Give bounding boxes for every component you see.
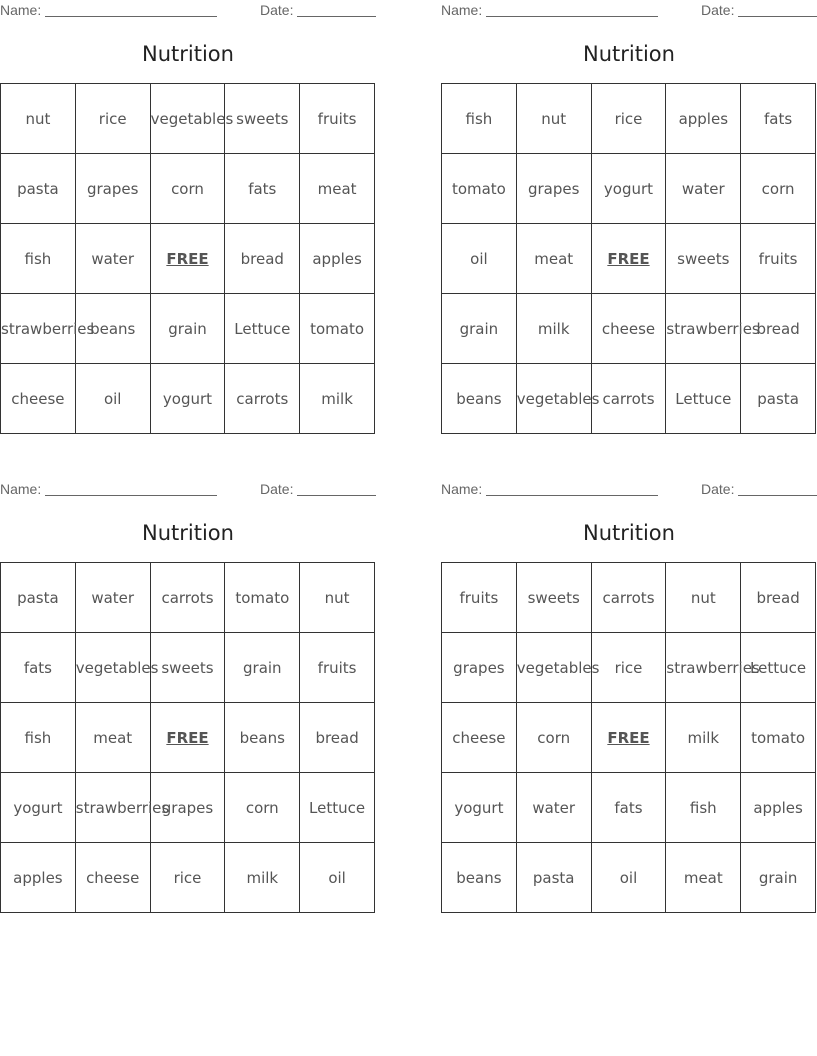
grid-cell: vegetables [150, 84, 225, 154]
date-label: Date: [260, 2, 294, 18]
grid-cell: beans [442, 843, 517, 913]
grid-cell: rice [75, 84, 150, 154]
name-line[interactable] [45, 495, 217, 496]
bingo-card [0, 479, 376, 919]
grid-cell: vegetables [516, 364, 591, 434]
grid-cell: corn [516, 703, 591, 773]
grid-cell: vegetables [516, 633, 591, 703]
grid-cell: bread [225, 224, 300, 294]
bingo-card [0, 0, 376, 440]
grid-cell: milk [666, 703, 741, 773]
grid-row [1, 224, 375, 294]
grid-cell: milk [225, 843, 300, 913]
grid-cell: sweets [666, 224, 741, 294]
bingo-grid [0, 562, 375, 913]
grid-cell: pasta [516, 843, 591, 913]
grid-cell: tomato [225, 563, 300, 633]
name-label: Name: [0, 481, 42, 497]
grid-row [1, 703, 375, 773]
grid-cell: beans [75, 294, 150, 364]
grid-cell: bread [741, 563, 816, 633]
grid-cell: sweets [150, 633, 225, 703]
date-label: Date: [701, 2, 735, 18]
grid-cell: oil [300, 843, 375, 913]
grid-cell: carrots [225, 364, 300, 434]
grid-row [1, 84, 375, 154]
card-title: Nutrition [583, 521, 675, 545]
grid-cell: Lettuce [225, 294, 300, 364]
grid-cell: rice [591, 633, 666, 703]
grid-cell: meat [75, 703, 150, 773]
grid-cell: tomato [300, 294, 375, 364]
grid-cell: yogurt [1, 773, 76, 843]
grid-cell: cheese [1, 364, 76, 434]
grid-cell: corn [741, 154, 816, 224]
grid-cell: sweets [225, 84, 300, 154]
card-title: Nutrition [142, 521, 234, 545]
free-cell: FREE [591, 703, 666, 773]
grid-cell: fats [741, 84, 816, 154]
name-label: Name: [441, 481, 483, 497]
grid-row [442, 633, 816, 703]
grid-cell: pasta [1, 563, 76, 633]
free-cell: FREE [150, 703, 225, 773]
grid-cell: grain [225, 633, 300, 703]
grid-cell: yogurt [442, 773, 517, 843]
grid-cell: grapes [75, 154, 150, 224]
free-cell: FREE [150, 224, 225, 294]
grid-cell: nut [516, 84, 591, 154]
grid-cell: carrots [591, 563, 666, 633]
grid-row [1, 364, 375, 434]
grid-row [1, 563, 375, 633]
grid-cell: grain [442, 294, 517, 364]
name-line[interactable] [486, 495, 658, 496]
grid-cell: strawberries [75, 773, 150, 843]
card-header [441, 0, 817, 20]
grid-row [442, 294, 816, 364]
grid-cell: meat [666, 843, 741, 913]
name-label: Name: [0, 2, 42, 18]
grid-row [442, 364, 816, 434]
grid-row [442, 84, 816, 154]
card-header [441, 479, 817, 499]
grid-row [442, 154, 816, 224]
grid-row [1, 843, 375, 913]
free-cell: FREE [591, 224, 666, 294]
grid-cell: meat [516, 224, 591, 294]
grid-cell: tomato [741, 703, 816, 773]
grid-cell: fruits [300, 84, 375, 154]
grid-cell: yogurt [591, 154, 666, 224]
card-title: Nutrition [583, 42, 675, 66]
grid-row [442, 703, 816, 773]
grid-row [1, 633, 375, 703]
grid-cell: grapes [442, 633, 517, 703]
grid-cell: sweets [516, 563, 591, 633]
grid-cell: carrots [591, 364, 666, 434]
name-line[interactable] [486, 16, 658, 17]
grid-row [442, 563, 816, 633]
grid-cell: cheese [442, 703, 517, 773]
grid-cell: nut [1, 84, 76, 154]
grid-cell: strawberries [666, 633, 741, 703]
bingo-card [441, 0, 817, 440]
bingo-grid [441, 562, 816, 913]
date-line[interactable] [738, 16, 817, 17]
grid-cell: nut [666, 563, 741, 633]
date-line[interactable] [297, 495, 376, 496]
grid-cell: strawberries [1, 294, 76, 364]
grid-cell: corn [150, 154, 225, 224]
grid-cell: apples [666, 84, 741, 154]
grid-cell: oil [591, 843, 666, 913]
grid-cell: fish [1, 224, 76, 294]
grid-cell: fish [442, 84, 517, 154]
grid-cell: beans [442, 364, 517, 434]
date-label: Date: [701, 481, 735, 497]
grid-cell: rice [591, 84, 666, 154]
grid-cell: Lettuce [666, 364, 741, 434]
name-label: Name: [441, 2, 483, 18]
grid-cell: milk [300, 364, 375, 434]
grid-cell: beans [225, 703, 300, 773]
grid-cell: yogurt [150, 364, 225, 434]
grid-cell: grain [741, 843, 816, 913]
grid-cell: corn [225, 773, 300, 843]
grid-cell: pasta [1, 154, 76, 224]
grid-cell: Lettuce [741, 633, 816, 703]
grid-cell: tomato [442, 154, 517, 224]
grid-row [442, 773, 816, 843]
grid-cell: fats [1, 633, 76, 703]
card-header [0, 0, 376, 20]
grid-cell: fruits [741, 224, 816, 294]
grid-cell: water [516, 773, 591, 843]
name-line[interactable] [45, 16, 217, 17]
grid-cell: bread [300, 703, 375, 773]
grid-cell: Lettuce [300, 773, 375, 843]
grid-cell: carrots [150, 563, 225, 633]
grid-cell: fish [666, 773, 741, 843]
grid-cell: fats [591, 773, 666, 843]
grid-cell: water [666, 154, 741, 224]
grid-row [1, 773, 375, 843]
date-label: Date: [260, 481, 294, 497]
grid-cell: milk [516, 294, 591, 364]
bingo-grid [0, 83, 375, 434]
grid-cell: water [75, 563, 150, 633]
grid-cell: apples [300, 224, 375, 294]
grid-cell: cheese [591, 294, 666, 364]
grid-cell: bread [741, 294, 816, 364]
grid-cell: rice [150, 843, 225, 913]
grid-cell: cheese [75, 843, 150, 913]
grid-cell: oil [75, 364, 150, 434]
grid-row [1, 294, 375, 364]
grid-cell: fruits [442, 563, 517, 633]
grid-cell: grapes [150, 773, 225, 843]
grid-cell: grain [150, 294, 225, 364]
grid-cell: water [75, 224, 150, 294]
bingo-grid [441, 83, 816, 434]
grid-cell: fish [1, 703, 76, 773]
grid-cell: apples [741, 773, 816, 843]
grid-cell: fats [225, 154, 300, 224]
card-title: Nutrition [142, 42, 234, 66]
grid-cell: strawberries [666, 294, 741, 364]
grid-cell: pasta [741, 364, 816, 434]
date-line[interactable] [297, 16, 376, 17]
grid-cell: apples [1, 843, 76, 913]
grid-cell: grapes [516, 154, 591, 224]
grid-cell: oil [442, 224, 517, 294]
date-line[interactable] [738, 495, 817, 496]
grid-row [442, 224, 816, 294]
grid-row [1, 154, 375, 224]
grid-cell: vegetables [75, 633, 150, 703]
grid-cell: fruits [300, 633, 375, 703]
bingo-card [441, 479, 817, 919]
card-header [0, 479, 376, 499]
grid-cell: nut [300, 563, 375, 633]
grid-cell: meat [300, 154, 375, 224]
grid-row [442, 843, 816, 913]
